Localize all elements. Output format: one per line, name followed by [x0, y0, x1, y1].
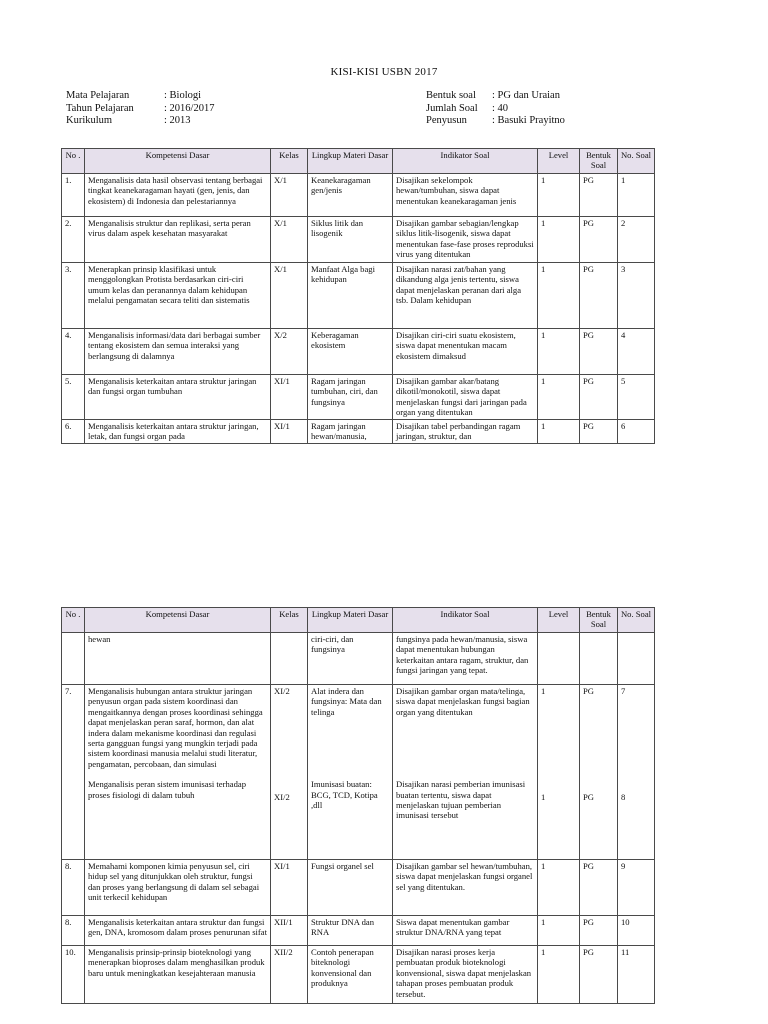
header-bentuk: Bentuk Soal — [580, 149, 618, 174]
cell-indikator — [393, 860, 538, 916]
header-indikator: Indikator Soal — [393, 149, 538, 174]
cell-level: 1 — [538, 263, 580, 329]
cell-text: XI/2 — [274, 686, 290, 696]
cell-kelas: X/1 — [271, 174, 308, 217]
cell-text: Struktur DNA dan RNA — [311, 917, 375, 938]
meta-right — [426, 90, 565, 128]
cell-text: fungsinya pada hewan/manusia, siswa dapat menentukan hubungan keterkaitan antara ragam, struktur, dan fungsi jaringan yang tepat. — [396, 634, 529, 676]
cell-bentuk: PG — [580, 263, 618, 329]
cell-text: 1 — [541, 861, 546, 871]
cell-text: Memahami komponen kimia penyusun sel, ciri hidup sel yang ditunjukkan oleh struktur, fungsi dan proses yang berlangsung di dalam sel sebagai unit terkecil kehidupan — [88, 861, 260, 903]
meta-row-count — [426, 103, 565, 116]
cell-nosoal: 2 — [618, 217, 655, 263]
cell-no: 10. — [62, 946, 85, 1004]
cell-text: 1 — [541, 947, 546, 957]
cell-text: Imunisasi buatan: BCG, TCD, Kotipa ,dll — [311, 779, 378, 811]
cell-text: ciri-ciri, dan fungsinya — [311, 634, 354, 655]
header-nosoal: No. Soal — [618, 608, 655, 633]
cell-kelas — [271, 685, 308, 860]
cell-indikator: Disajikan sekelompok hewan/tumbuhan, siswa dapat menentukan keanekaragaman jenis — [393, 174, 538, 217]
header-no: No . — [62, 149, 85, 174]
cell-nosoal: 1 — [618, 174, 655, 217]
meta-value: : 2016/2017 — [164, 102, 215, 114]
header-no: No . — [62, 608, 85, 633]
cell-text: Disajikan narasi pemberian imunisasi buatan tertentu, siswa dapat menjelaskan tujuan pemberian imunisasi tersebut — [396, 779, 526, 821]
cell-text: Disajikan gambar organ mata/telinga, siswa dapat menjelaskan fungsi bagian organ yang ditentukan — [396, 686, 530, 717]
header-level: Level — [538, 608, 580, 633]
cell-kompetensi: Menganalisis struktur dan replikasi, serta peran virus dalam aspek kesehatan masyarakat — [85, 217, 271, 263]
meta-row-form — [426, 90, 565, 103]
header-indikator: Indikator Soal — [393, 608, 538, 633]
cell-nosoal: 4 — [618, 329, 655, 375]
cell-lingkup: Ragam jaringan tumbuhan, ciri, dan fungsinya — [308, 375, 393, 420]
cell-bentuk — [580, 633, 618, 685]
cell-no: 4. — [62, 329, 85, 375]
cell-kelas: X/1 — [271, 263, 308, 329]
cell-level — [538, 916, 580, 946]
table-row — [62, 329, 655, 375]
cell-text: Menganalisis peran sistem imunisasi terhadap proses fisiologi di dalam tubuh — [88, 779, 246, 800]
cell-lingkup: Ragam jaringan hewan/manusia, — [308, 419, 393, 443]
meta-value: : Biologi — [164, 90, 202, 101]
cell-text: PG — [583, 686, 594, 696]
cell-text: Menganalisis hubungan antara struktur jaringan penyusun organ pada sistem koordinasi dan mengaitkannya dengan proses koordinasi sehingga dapat menjelaskan peran saraf, hormon, dan alat indera dalam mekanisme koordinasi dan regulasi serta gangguan fungsi yang mungkin terjadi pada sistem koordinasi manusia melalui studi literatur, pengamatan, percobaan, dan simulasi — [88, 686, 263, 769]
cell-text: PG — [583, 792, 594, 803]
cell-no: 1. — [62, 174, 85, 217]
cell-level: 1 — [538, 217, 580, 263]
cell-bentuk: PG — [580, 375, 618, 420]
cell-kompetensi — [85, 860, 271, 916]
cell-lingkup — [308, 916, 393, 946]
meta-value: : PG dan Uraian — [492, 90, 560, 101]
table-row — [62, 633, 655, 685]
cell-text: Disajikan narasi proses kerja pembuatan produk bioteknologi konvensional, siswa dapat menjelaskan tahapan proses pembuatan produk tersebut. — [396, 947, 532, 999]
meta-left — [66, 90, 214, 128]
meta-row-subject — [66, 90, 214, 103]
meta-row-curriculum — [66, 115, 214, 128]
cell-kompetensi: Menganalisis keterkaitan antara struktur jaringan dan fungsi organ tumbuhan — [85, 375, 271, 420]
cell-bentuk: PG — [580, 174, 618, 217]
header-lingkup: Lingkup Materi Dasar — [308, 149, 393, 174]
cell-text: XII/2 — [274, 947, 293, 957]
cell-kelas: XI/1 — [271, 419, 308, 443]
cell-nosoal — [618, 946, 655, 1004]
cell-nosoal — [618, 860, 655, 916]
cell-nosoal — [618, 916, 655, 946]
cell-text: 1 — [541, 686, 546, 696]
header-kelas: Kelas — [271, 149, 308, 174]
table-body — [62, 633, 655, 1004]
cell-text: Menganalisis keterkaitan antara struktur dan fungsi gen, DNA, kromosom dalam proses penurunan sifat — [88, 917, 268, 938]
cell-no: 6. — [62, 419, 85, 443]
cell-level — [538, 946, 580, 1004]
table-body — [62, 174, 655, 444]
table-row — [62, 263, 655, 329]
meta-value: : 40 — [492, 102, 509, 114]
cell-kompetensi — [85, 916, 271, 946]
cell-text: PG — [583, 861, 594, 871]
table-row — [62, 685, 655, 860]
cell-indikator: Disajikan narasi zat/bahan yang dikandung alga jenis tertentu, siswa dapat menjelaskan peranan dari alga tsb. Dalam kehidupan — [393, 263, 538, 329]
cell-level: 1 — [538, 419, 580, 443]
meta-key: Penyusun — [426, 115, 467, 126]
table-row — [62, 174, 655, 217]
cell-kompetensi — [85, 946, 271, 1004]
header-nosoal: No. Soal — [618, 149, 655, 174]
cell-kelas — [271, 633, 308, 685]
table-row — [62, 916, 655, 946]
cell-bentuk — [580, 860, 618, 916]
cell-kompetensi — [85, 685, 271, 860]
cell-kelas: X/2 — [271, 329, 308, 375]
table-header-row — [62, 149, 655, 174]
cell-level — [538, 860, 580, 916]
cell-indikator: Disajikan gambar sebagian/lengkap siklus litik-lisogenik, siswa dapat menentukan fase-fase proses reproduksi virus yang ditentukan — [393, 217, 538, 263]
cell-lingkup — [308, 633, 393, 685]
header-lingkup: Lingkup Materi Dasar — [308, 608, 393, 633]
cell-kompetensi: Menganalisis keterkaitan antara struktur jaringan, letak, dan fungsi organ pada — [85, 419, 271, 443]
cell-indikator — [393, 685, 538, 860]
cell-text: PG — [583, 917, 594, 927]
cell-text: hewan — [88, 634, 111, 644]
cell-bentuk: PG — [580, 217, 618, 263]
cell-level: 1 — [538, 329, 580, 375]
meta-key: Mata Pelajaran — [66, 90, 130, 101]
cell-nosoal — [618, 633, 655, 685]
cell-bentuk: PG — [580, 329, 618, 375]
cell-kelas: XI/1 — [271, 375, 308, 420]
meta-row-author — [426, 115, 565, 128]
kisi-table-page-1 — [61, 148, 655, 444]
meta-value: : Basuki Prayitno — [492, 115, 565, 126]
cell-kompetensi: Menerapkan prinsip klasifikasi untuk menggolongkan Protista berdasarkan ciri-ciri umum kelas dan peranannya dalam kehidupan melalui pengamatan secara teliti dan sistematis — [85, 263, 271, 329]
cell-lingkup — [308, 946, 393, 1004]
table-row — [62, 217, 655, 263]
meta-key: Tahun Pelajaran — [66, 102, 134, 114]
cell-kompetensi — [85, 633, 271, 685]
cell-text: 11 — [621, 947, 630, 957]
kisi-table-page-2 — [61, 607, 655, 1004]
cell-nosoal: 5 — [618, 375, 655, 420]
cell-lingkup — [308, 685, 393, 860]
cell-bentuk — [580, 946, 618, 1004]
cell-no: 2. — [62, 217, 85, 263]
meta-key: Bentuk soal — [426, 90, 476, 101]
cell-level: 1 — [538, 375, 580, 420]
cell-text: 1 — [541, 792, 546, 803]
cell-text: XII/1 — [274, 917, 293, 927]
cell-level: 1 — [538, 174, 580, 217]
cell-no: 8. — [62, 916, 85, 946]
cell-bentuk — [580, 916, 618, 946]
cell-text: 8 — [621, 792, 626, 803]
cell-kompetensi: Menganalisis data hasil observasi tentang berbagai tingkat keanekaragaman hayati (gen, jenis, dan ekosistem) di Indonesia dan pelestariannya — [85, 174, 271, 217]
cell-nosoal: 3 — [618, 263, 655, 329]
cell-text: Fungsi organel sel — [311, 861, 374, 871]
header-bentuk: Bentuk Soal — [580, 608, 618, 633]
cell-indikator: Disajikan ciri-ciri suatu ekosistem, siswa dapat menentukan macam ekosistem dimaksud — [393, 329, 538, 375]
cell-lingkup — [308, 860, 393, 916]
meta-key: Kurikulum — [66, 115, 113, 126]
cell-indikator: Disajikan tabel perbandingan ragam jaringan, struktur, dan — [393, 419, 538, 443]
cell-lingkup: Keberagaman ekosistem — [308, 329, 393, 375]
cell-kelas — [271, 946, 308, 1004]
meta-key: Jumlah Soal — [426, 102, 478, 114]
header-kelas: Kelas — [271, 608, 308, 633]
cell-text: Menganalisis prinsip-prinsip bioteknologi yang menerapkan bioproses dalam menghasilkan produk baru untuk meningkatkan kesejahteraan manusia — [88, 947, 265, 978]
cell-lingkup: Manfaat Alga bagi kehidupan — [308, 263, 393, 329]
cell-text: Disajikan gambar sel hewan/tumbuhan, siswa dapat menjelaskan fungsi organel sel yang ditentukan. — [396, 861, 533, 892]
cell-text: 9 — [621, 861, 626, 871]
header-kompetensi: Kompetensi Dasar — [85, 149, 271, 174]
cell-indikator — [393, 916, 538, 946]
cell-lingkup: Keanekaragaman gen/jenis — [308, 174, 393, 217]
table-row — [62, 860, 655, 916]
cell-text: 10 — [621, 917, 630, 927]
cell-text: PG — [583, 947, 594, 957]
cell-no: 3. — [62, 263, 85, 329]
cell-text: XI/1 — [274, 861, 290, 871]
header-kompetensi: Kompetensi Dasar — [85, 608, 271, 633]
table-header-row — [62, 608, 655, 633]
table-row — [62, 946, 655, 1004]
meta-row-year — [66, 103, 214, 116]
cell-text: XI/2 — [274, 792, 290, 803]
cell-text: 7 — [621, 686, 626, 696]
cell-kelas — [271, 860, 308, 916]
cell-text: Alat indera dan fungsinya: Mata dan telinga — [311, 686, 382, 717]
cell-indikator — [393, 946, 538, 1004]
cell-indikator — [393, 633, 538, 685]
cell-nosoal: 6 — [618, 419, 655, 443]
cell-kelas — [271, 916, 308, 946]
cell-nosoal — [618, 685, 655, 860]
cell-no — [62, 633, 85, 685]
cell-level — [538, 685, 580, 860]
cell-no: 5. — [62, 375, 85, 420]
cell-kompetensi: Menganalisis informasi/data dari berbagai sumber tentang ekosistem dan semua interaksi yang berlangsung di dalamnya — [85, 329, 271, 375]
cell-text: Contoh penerapan biteknologi konvensional dan produknya — [311, 947, 374, 989]
cell-no: 8. — [62, 860, 85, 916]
cell-bentuk — [580, 685, 618, 860]
document-title: KISI-KISI USBN 2017 — [330, 66, 438, 78]
cell-indikator: Disajikan gambar akar/batang dikotil/monokotil, siswa dapat menjelaskan fungsi dari jaringan pada organ yang ditentukan — [393, 375, 538, 420]
table-row — [62, 375, 655, 420]
meta-value: : 2013 — [164, 115, 191, 126]
cell-no: 7. — [62, 685, 85, 860]
table-row — [62, 419, 655, 443]
cell-bentuk: PG — [580, 419, 618, 443]
cell-level — [538, 633, 580, 685]
cell-text: 1 — [541, 917, 546, 927]
cell-kelas: X/1 — [271, 217, 308, 263]
cell-text: Siswa dapat menentukan gambar struktur DNA/RNA yang tepat — [396, 917, 510, 938]
header-level: Level — [538, 149, 580, 174]
cell-lingkup: Siklus litik dan lisogenik — [308, 217, 393, 263]
